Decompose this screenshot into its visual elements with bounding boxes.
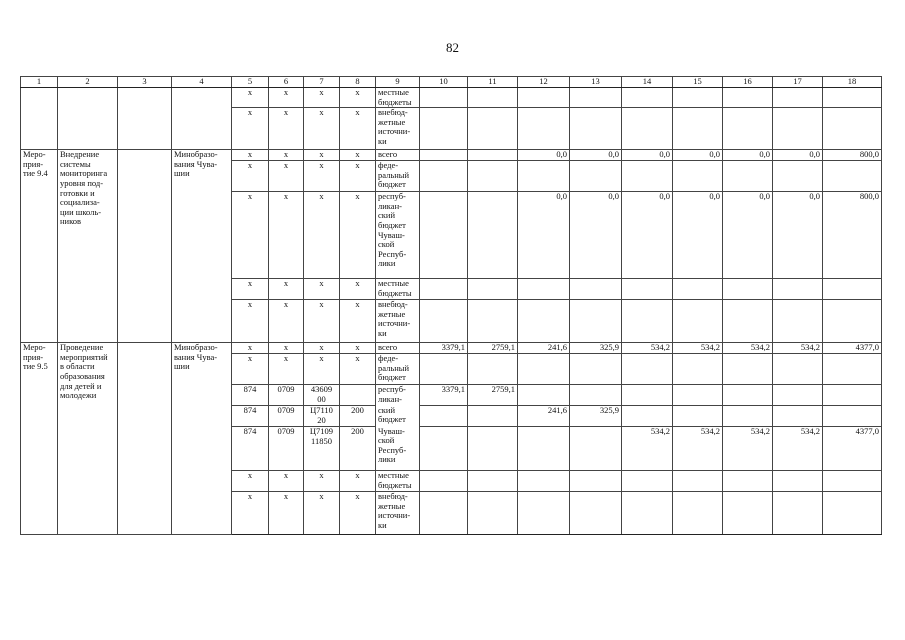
column-header: 3 (118, 77, 172, 88)
cell (172, 88, 232, 150)
cell: внебюд- жетные источни- ки (376, 492, 420, 535)
cell: х (304, 279, 340, 300)
cell: х (304, 354, 340, 385)
cell: 43609 00 (304, 385, 340, 406)
cell (468, 150, 518, 161)
cell: феде- ральный бюджет (376, 161, 420, 192)
cell: 2759,1 (468, 385, 518, 406)
cell: х (340, 471, 376, 492)
cell (21, 88, 58, 150)
cell: х (269, 161, 304, 192)
cell: 534,2 (723, 343, 773, 354)
cell: 534,2 (773, 343, 823, 354)
cell: 534,2 (673, 343, 723, 354)
column-header: 9 (376, 77, 420, 88)
cell: 0709 (269, 385, 304, 406)
cell: х (304, 108, 340, 150)
column-header: 18 (823, 77, 882, 88)
cell: х (269, 279, 304, 300)
cell: х (232, 150, 269, 161)
cell: х (304, 192, 340, 279)
cell: х (340, 343, 376, 354)
column-header: 17 (773, 77, 823, 88)
cell: х (340, 161, 376, 192)
cell: 0,0 (622, 150, 673, 161)
cell: 0,0 (518, 192, 570, 279)
cell: 874 (232, 385, 269, 406)
cell: 0,0 (622, 192, 673, 279)
cell: 0,0 (673, 150, 723, 161)
cell: внебюд- жетные источни- ки (376, 108, 420, 150)
cell: х (232, 161, 269, 192)
cell: х (269, 192, 304, 279)
cell: 4377,0 (823, 427, 882, 471)
cell (118, 150, 172, 343)
column-header: 5 (232, 77, 269, 88)
budget-table (20, 76, 882, 535)
cell: х (269, 150, 304, 161)
measure-code: Меро- прия- тие 9.4 (21, 150, 58, 343)
cell: 0709 (269, 427, 304, 471)
cell: 2759,1 (468, 343, 518, 354)
cell: х (340, 192, 376, 279)
cell: х (269, 300, 304, 343)
cell: 0,0 (773, 192, 823, 279)
cell: местные бюджеты (376, 471, 420, 492)
cell: х (304, 150, 340, 161)
cell: х (232, 300, 269, 343)
cell: 534,2 (773, 427, 823, 471)
cell (420, 192, 468, 279)
cell: 0,0 (773, 150, 823, 161)
cell: 874 (232, 427, 269, 471)
cell: 4377,0 (823, 343, 882, 354)
measure-code: Меро- прия- тие 9.5 (21, 343, 58, 535)
cell: 0709 (269, 406, 304, 427)
column-header: 4 (172, 77, 232, 88)
cell: 200 (340, 406, 376, 427)
cell: х (269, 471, 304, 492)
cell: х (232, 192, 269, 279)
cell: Ц7109 11850 (304, 427, 340, 471)
header-row (21, 77, 882, 88)
column-header: 1 (21, 77, 58, 88)
column-header: 15 (673, 77, 723, 88)
table-row (21, 150, 882, 161)
cell: Ц7110 20 (304, 406, 340, 427)
cell: 874 (232, 406, 269, 427)
cell: 3379,1 (420, 385, 468, 406)
executor: Минобразо- вания Чува- шии (172, 150, 232, 343)
cell: х (340, 300, 376, 343)
cell: 0,0 (570, 150, 622, 161)
cell: 200 (340, 427, 376, 471)
cell: внебюд- жетные источни- ки (376, 300, 420, 343)
cell (58, 88, 118, 150)
cell: х (340, 279, 376, 300)
cell: х (269, 492, 304, 535)
column-header: 13 (570, 77, 622, 88)
column-header: 12 (518, 77, 570, 88)
cell: х (269, 354, 304, 385)
cell: 534,2 (622, 427, 673, 471)
cell (118, 343, 172, 535)
cell: 241,6 (518, 406, 570, 427)
cell: Чуваш- ской Респуб- лики (376, 427, 420, 471)
cell: х (269, 108, 304, 150)
cell: 534,2 (622, 343, 673, 354)
cell: 325,9 (570, 406, 622, 427)
measure-name: Проведение мероприятий в области образования для детей и молодежи (58, 343, 118, 535)
column-header: 16 (723, 77, 773, 88)
cell: х (340, 354, 376, 385)
cell: респуб- ликан- ский бюджет Чуваш- ской Респуб- лики (376, 192, 420, 279)
cell: 534,2 (673, 427, 723, 471)
cell (118, 88, 172, 150)
cell: х (232, 88, 269, 108)
cell: х (232, 354, 269, 385)
cell: 241,6 (518, 343, 570, 354)
cell: х (304, 300, 340, 343)
cell: феде- ральный бюджет (376, 354, 420, 385)
cell: ский бюджет (376, 406, 420, 427)
cell: х (340, 88, 376, 108)
cell: х (269, 343, 304, 354)
cell: х (340, 492, 376, 535)
cell: х (304, 471, 340, 492)
cell: 325,9 (570, 343, 622, 354)
cell: х (340, 108, 376, 150)
column-header: 7 (304, 77, 340, 88)
column-header: 6 (269, 77, 304, 88)
cell: х (232, 471, 269, 492)
column-header: 14 (622, 77, 673, 88)
table-row (21, 88, 882, 108)
cell: всего (376, 150, 420, 161)
cell: 0,0 (673, 192, 723, 279)
column-header: 11 (468, 77, 518, 88)
cell: 800,0 (823, 192, 882, 279)
column-header: 10 (420, 77, 468, 88)
executor: Минобразо- вания Чува- шии (172, 343, 232, 535)
cell: 534,2 (723, 427, 773, 471)
cell (340, 385, 376, 406)
cell: 0,0 (723, 150, 773, 161)
column-header: 8 (340, 77, 376, 88)
cell: х (340, 150, 376, 161)
column-header: 2 (58, 77, 118, 88)
cell: всего (376, 343, 420, 354)
cell: респуб- ликан- (376, 385, 420, 406)
cell: х (304, 161, 340, 192)
cell: 3379,1 (420, 343, 468, 354)
cell: местные бюджеты (376, 279, 420, 300)
table-row (21, 343, 882, 354)
cell (420, 150, 468, 161)
cell: 800,0 (823, 150, 882, 161)
cell: местные бюджеты (376, 88, 420, 108)
cell: х (269, 88, 304, 108)
cell: 0,0 (518, 150, 570, 161)
cell: х (232, 108, 269, 150)
cell: х (304, 343, 340, 354)
cell: 0,0 (570, 192, 622, 279)
cell: х (304, 88, 340, 108)
page-number: 82 (446, 40, 459, 55)
cell: х (232, 492, 269, 535)
cell: 0,0 (723, 192, 773, 279)
cell: х (232, 279, 269, 300)
cell (468, 192, 518, 279)
cell: х (232, 343, 269, 354)
measure-name: Внедрение системы мониторинга уровня под- готовки и социализа- ции школь- ников (58, 150, 118, 343)
cell: х (304, 492, 340, 535)
